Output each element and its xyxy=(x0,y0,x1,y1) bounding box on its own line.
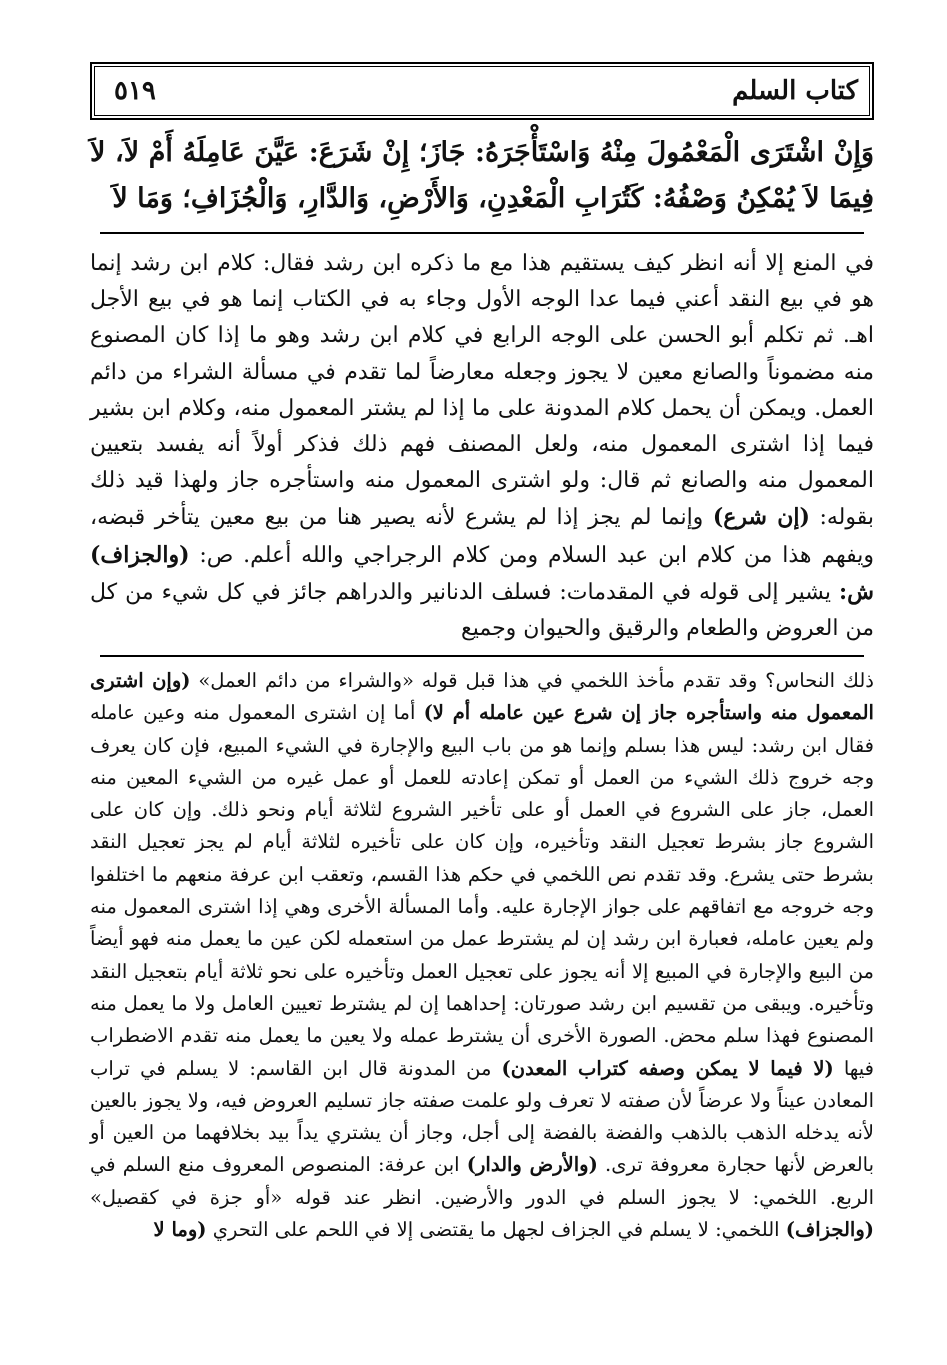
text-segment: ابن عرفة: المنصوص المعروف منع السلم في الربع. اللخمي: لا يجوز السلم في الدور والأرضين. انظر عند قوله «أو جزة في كقصيل» xyxy=(90,1153,874,1209)
text-segment: (والجزاف) ش: xyxy=(90,541,874,605)
commentary-top xyxy=(90,246,874,647)
text-segment: ذلك النحاس؟ وقد تقدم مأخذ اللخمي في هذا قبل قوله «والشراء من دائم العمل» xyxy=(190,669,874,692)
text-segment: يشير إلى قوله في المقدمات: فسلف الدنانير والدراهم جائز في كل شيء من كل من العروض والطعام والرقيق والحيوان وجميع xyxy=(90,579,874,642)
page-header xyxy=(90,62,874,120)
text-segment: (والأرض والدار) xyxy=(466,1153,598,1177)
text-segment: (وإن اشترى المعمول منه واستأجره جاز إن شرع عين عامله أم لا) xyxy=(90,669,874,725)
text-segment: (والجزاف) xyxy=(785,1218,874,1242)
text-segment: في المنع إلا أنه انظر كيف يستقيم هذا مع ما ذكره ابن رشد فقال: كلام ابن رشد إنما هو في بيع النقد أعني فيما عدا الوجه الأول وجاء به في الكتاب إنما هو في بيع الأجل اهـ. ثم تكلم أبو الحسن على الوجه الرابع في كلام ابن رشد وهو ما إذا كان المصنوع منه مضموناً والصانع معين لا يجوز وجعله معارضاً لما تقدم في مسألة الشراء من دائم العمل. ويمكن أن يحمل كلام المدونة على ما إذا لم يشتر المعمول منه، وكلام ابن بشير فيما إذا اشترى المعمول منه، ولعل المصنف فهم ذلك فذكر أولاً أنه يفسد بتعيين المعمول منه والصانع ثم قال: ولو اشترى المعمول منه واستأجره جاز ولهذا قيد ذلك بقوله: xyxy=(90,251,875,531)
chapter-title: كتاب السلم xyxy=(732,76,858,106)
divider-line xyxy=(100,232,864,234)
page-number: ٥١٩ xyxy=(114,76,156,106)
text-segment: (لا فيما لا يمكن وصفه كتراب المعدن) xyxy=(501,1056,834,1080)
divider-line xyxy=(100,655,864,657)
matn-text: وَإِنْ اشْتَرَى الْمَعْمُولَ مِنْهُ وَاسْتَأْجَرَهُ: جَازَ؛ إِنْ شَرَعَ: عَيَّنَ عَامِلَهُ أَمْ لاَ، لاَ فِيمَا لاَ يُمْكِنُ وَصْفُهُ: كَتُرَابِ الْمَعْدِنِ، وَالأَرْضِ، وَالدَّارِ، وَالْجُزَافِ؛ وَمَا لاَ xyxy=(90,137,874,214)
text-segment: أما إن اشترى المعمول منه وعين عامله فقال ابن رشد: ليس هذا بسلم وإنما هو من باب البيع والإجارة في الشيء المبيع، فإن كان يعرف وجه خروج ذلك الشيء من العمل أو تمكن إعادته للعمل أو عمل غيره من الشيء المعين منه العمل، جاز على الشروع في العمل أو على تأخير الشروع لثلاثة أيام ونحو ذلك. وإن كان على الشروع جاز بشرط تعجيل النقد وتأخيره، وإن كان على تأخيره لثلاثة أيام لم يجز تعجيل النقد بشرط حتى يشرع. وقد تقدم نص اللخمي في حكم هذا القسم، وتعقب ابن عرفة منعهم ما اختلفوا وجه خروجه مع اتفاقهم على جواز الإجارة عليه. وأما المسألة الأخرى وهي إذا اشترى المعمول منه ولم يعين عامله، فعبارة ابن رشد إن لم يشترط عمل من استعمله لكن عين ما يعمل منه فهو أيضاً من البيع والإجارة في المبيع إلا أنه يجوز على تعجيل العمل وتأخيره على نحو ثلاثة أيام بتعجيل النقد وتأخيره. ويبقى من تقسيم ابن رشد صورتان: إحداهما إن لم يشترط تعيين العامل ولا ما يعمل منه المصنوع فهذا سلم محض. الصورة الأخرى أن يشترط عمله ولا يعين ما يعمل منه تقدم الاضطراب فيها xyxy=(90,701,874,1080)
text-segment: من المدونة قال ابن القاسم: لا يسلم في تراب المعادن عيناً ولا عرضاً لأن صفته لا تعرف ولو علمت صفته جاز تسليم العروض فيه، ولا يجوز بالعين لأنه يدخله الذهب بالذهب والفضة بالفضة إلى أجل، وجاز أن يشتري يداً بيد بخلافهما من العين أو بالعرض لأنها حجارة معروفة ترى. xyxy=(90,1056,875,1177)
text-segment: وإنما لم يجز إذا لم يشرع لأنه يصير هنا من بيع معين يتأخر قبضه، ويفهم هذا من كلام ابن عبد السلام ومن كلام الرجراجي والله أعلم. ص: xyxy=(90,505,874,568)
text-segment: (إن شرع) xyxy=(712,504,810,531)
book-page xyxy=(90,62,878,1352)
text-segment: اللخمي: لا يسلم في الجزاف لجهل ما يقتضى إلا في اللحم على التحري xyxy=(206,1218,786,1242)
text-segment: (وما لا xyxy=(153,1218,207,1242)
commentary-bottom xyxy=(90,665,874,1246)
